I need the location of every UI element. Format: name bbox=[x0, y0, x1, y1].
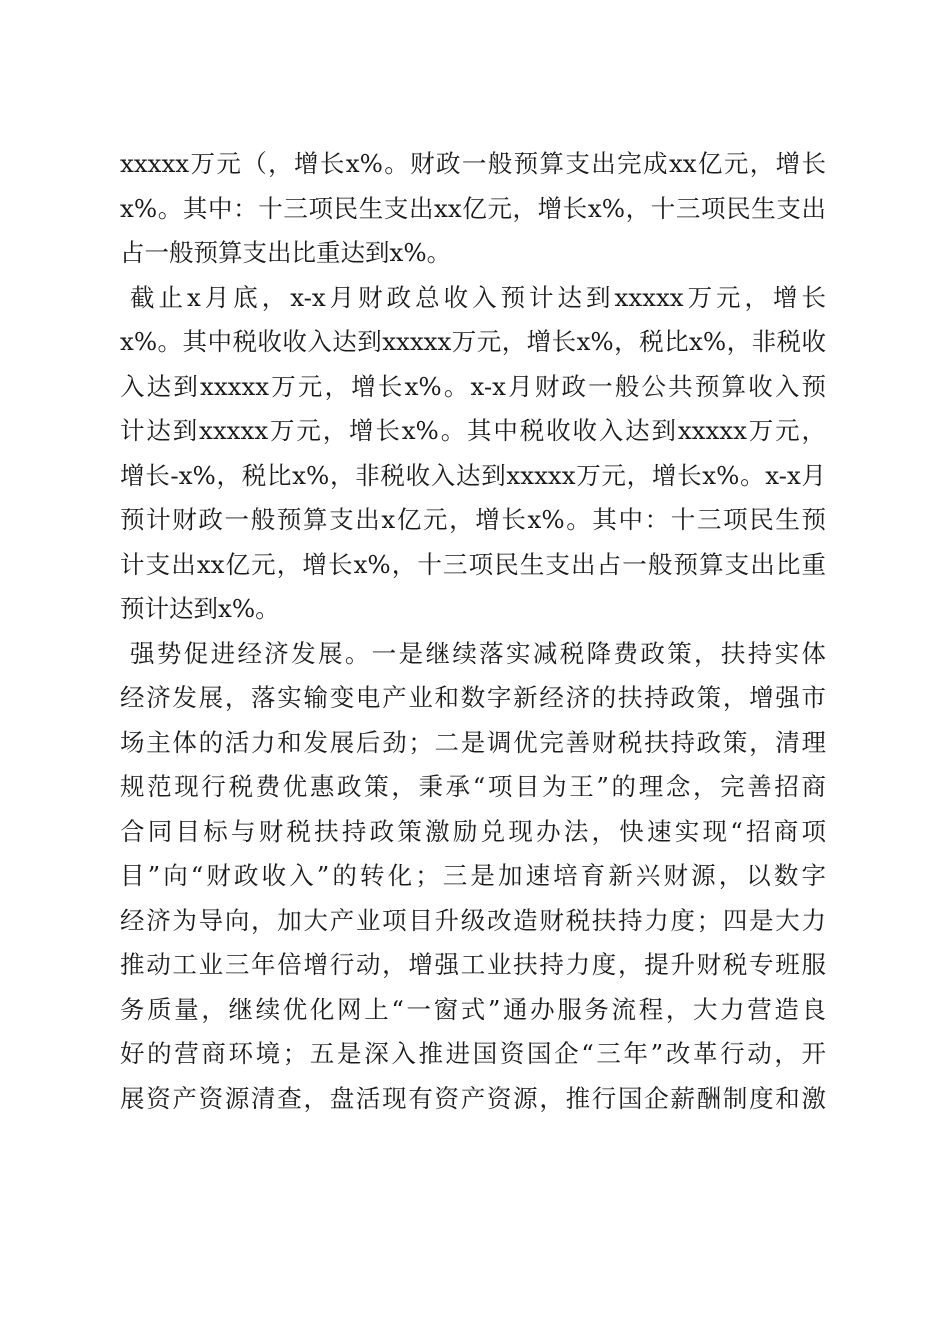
text-line: 入达到xxxxx万元，增长x%。x-x月财政一般公共预算收入预 bbox=[120, 371, 826, 401]
text-line: 场主体的活力和发展后劲；二是调优完善财税扶持政策，清理 bbox=[120, 727, 826, 757]
text-line: 强势促进经济发展。一是继续落实减税降费政策，扶持实体 bbox=[130, 638, 826, 668]
text-line: 增长-x%，税比x%，非税收入达到xxxxx万元，增长x%。x-x月 bbox=[120, 460, 826, 490]
text-line: 计达到xxxxx万元，增长x%。其中税收收入达到xxxxx万元， bbox=[120, 416, 826, 445]
text-line: 预计达到x%。 bbox=[120, 594, 280, 623]
text-line: 推动工业三年倍增行动，增强工业扶持力度，提升财税专班服 bbox=[120, 950, 826, 979]
text-line: 展资产资源清查，盘活现有资产资源，推行国企薪酬制度和激 bbox=[120, 1083, 826, 1113]
document-body bbox=[120, 142, 826, 1121]
text-line: 截止x月底，x-x月财政总收入预计达到xxxxx万元，增长 bbox=[130, 282, 826, 312]
text-line: 经济发展，落实输变电产业和数字新经济的扶持政策，增强市 bbox=[120, 683, 826, 712]
text-line: 规范现行税费优惠政策，秉承“项目为王”的理念，完善招商 bbox=[120, 772, 826, 801]
text-line: 目”向“财政收入”的转化；三是加速培育新兴财源，以数字 bbox=[120, 861, 826, 890]
text-line: 占一般预算支出比重达到x%。 bbox=[120, 238, 452, 267]
text-line: 经济为导向，加大产业项目升级改造财税扶持力度；四是大力 bbox=[120, 905, 826, 935]
paragraph-2 bbox=[120, 276, 826, 632]
text-line: 计支出xx亿元，增长x%，十三项民生支出占一般预算支出比重 bbox=[120, 549, 826, 579]
text-line: x%。其中：十三项民生支出xx亿元，增长x%，十三项民生支出 bbox=[120, 193, 826, 223]
paragraph-3 bbox=[120, 632, 826, 1122]
text-line: x%。其中税收收入达到xxxxx万元，增长x%，税比x%，非税收 bbox=[120, 327, 826, 356]
text-line: 务质量，继续优化网上“一窗式”通办服务流程，大力营造良 bbox=[120, 994, 826, 1024]
text-line: 合同目标与财税扶持政策激励兑现办法，快速实现“招商项 bbox=[120, 816, 826, 846]
text-line: 好的营商环境；五是深入推进国资国企“三年”改革行动，开 bbox=[120, 1039, 826, 1068]
paragraph-1 bbox=[120, 142, 826, 276]
text-line: xxxxx万元（，增长x%。财政一般预算支出完成xx亿元，增长 bbox=[120, 149, 826, 178]
text-line: 预计财政一般预算支出x亿元，增长x%。其中：十三项民生预 bbox=[120, 505, 826, 534]
